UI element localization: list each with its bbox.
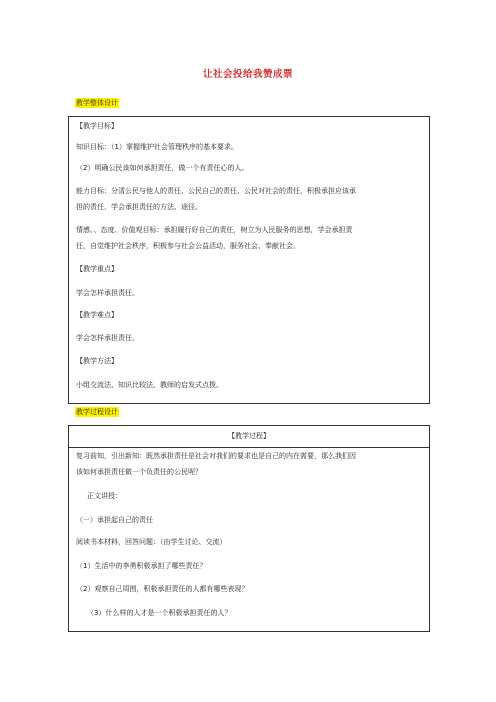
heading-difficult-points: 【教学难点】: [76, 311, 118, 319]
ability-goal-line: 能力目标：分清公民与他人的责任、公民自己的责任、公民对社会的责任，积极承担应该承: [76, 187, 356, 195]
knowledge-goal-line: 知识目标：（1）掌握维护社会管理秩序的基本要求。: [76, 143, 238, 151]
review-intro-line-2: 该如何承担责任做一个负责任的公民呢？: [76, 468, 202, 476]
knowledge-goal-line-2: （2）明确公民该如何承担责任，做一个有责任心的人。: [76, 164, 249, 172]
review-intro-line: 复习前知，引出新知：既然承担责任是社会对我们的要求也是自己的内在需要，那么我们因: [76, 452, 356, 460]
heading-key-points: 【教学重点】: [76, 265, 118, 273]
ability-goal-line-2: 担的责任，学会承担责任的方法、途径。: [76, 203, 202, 211]
reading-instruction: 阅读书本材料，回答问题：（由学生讨论、交流）: [76, 538, 227, 546]
heading-teaching-goals: 【教学目标】: [76, 122, 118, 130]
subsection-title: （一）承担起自己的责任: [76, 516, 153, 524]
process-design-box: [68, 425, 430, 632]
question-2: （2）观察自己周围，积极承担责任的人都有哪些表现？: [76, 585, 249, 593]
lecture-label: 正文讲授：: [87, 492, 122, 500]
section-label-overall-design: 教学整体设计: [76, 99, 118, 107]
question-3: （3）什么样的人才是一个积极承担责任的人？: [87, 609, 232, 617]
question-1: （1）生活中的李勇积极承担了哪些责任？: [76, 562, 207, 570]
overall-design-box: [68, 116, 430, 404]
emotion-goal-line: 情感、、态度、价值观目标：承担履行好自己的责任，树立为人民服务的思想，学会承担责: [76, 226, 353, 234]
document-title: 让社会投给我赞成票: [202, 69, 293, 80]
heading-teaching-process: 【教学过程】: [228, 432, 270, 440]
teaching-methods-text: 小组交流法、知识比较法、教师的启发式点拨。: [76, 381, 223, 389]
key-points-text: 学会怎样承担责任。: [76, 289, 139, 297]
section-label-process-design: 教学过程设计: [76, 408, 118, 416]
difficult-points-text: 学会怎样承担责任。: [76, 334, 139, 342]
header-divider: [69, 447, 429, 448]
emotion-goal-line-2: 任，自觉维护社会秩序，积极参与社会公益活动，服务社会、奉献社会。: [76, 242, 300, 250]
heading-teaching-methods: 【教学方法】: [76, 357, 118, 365]
